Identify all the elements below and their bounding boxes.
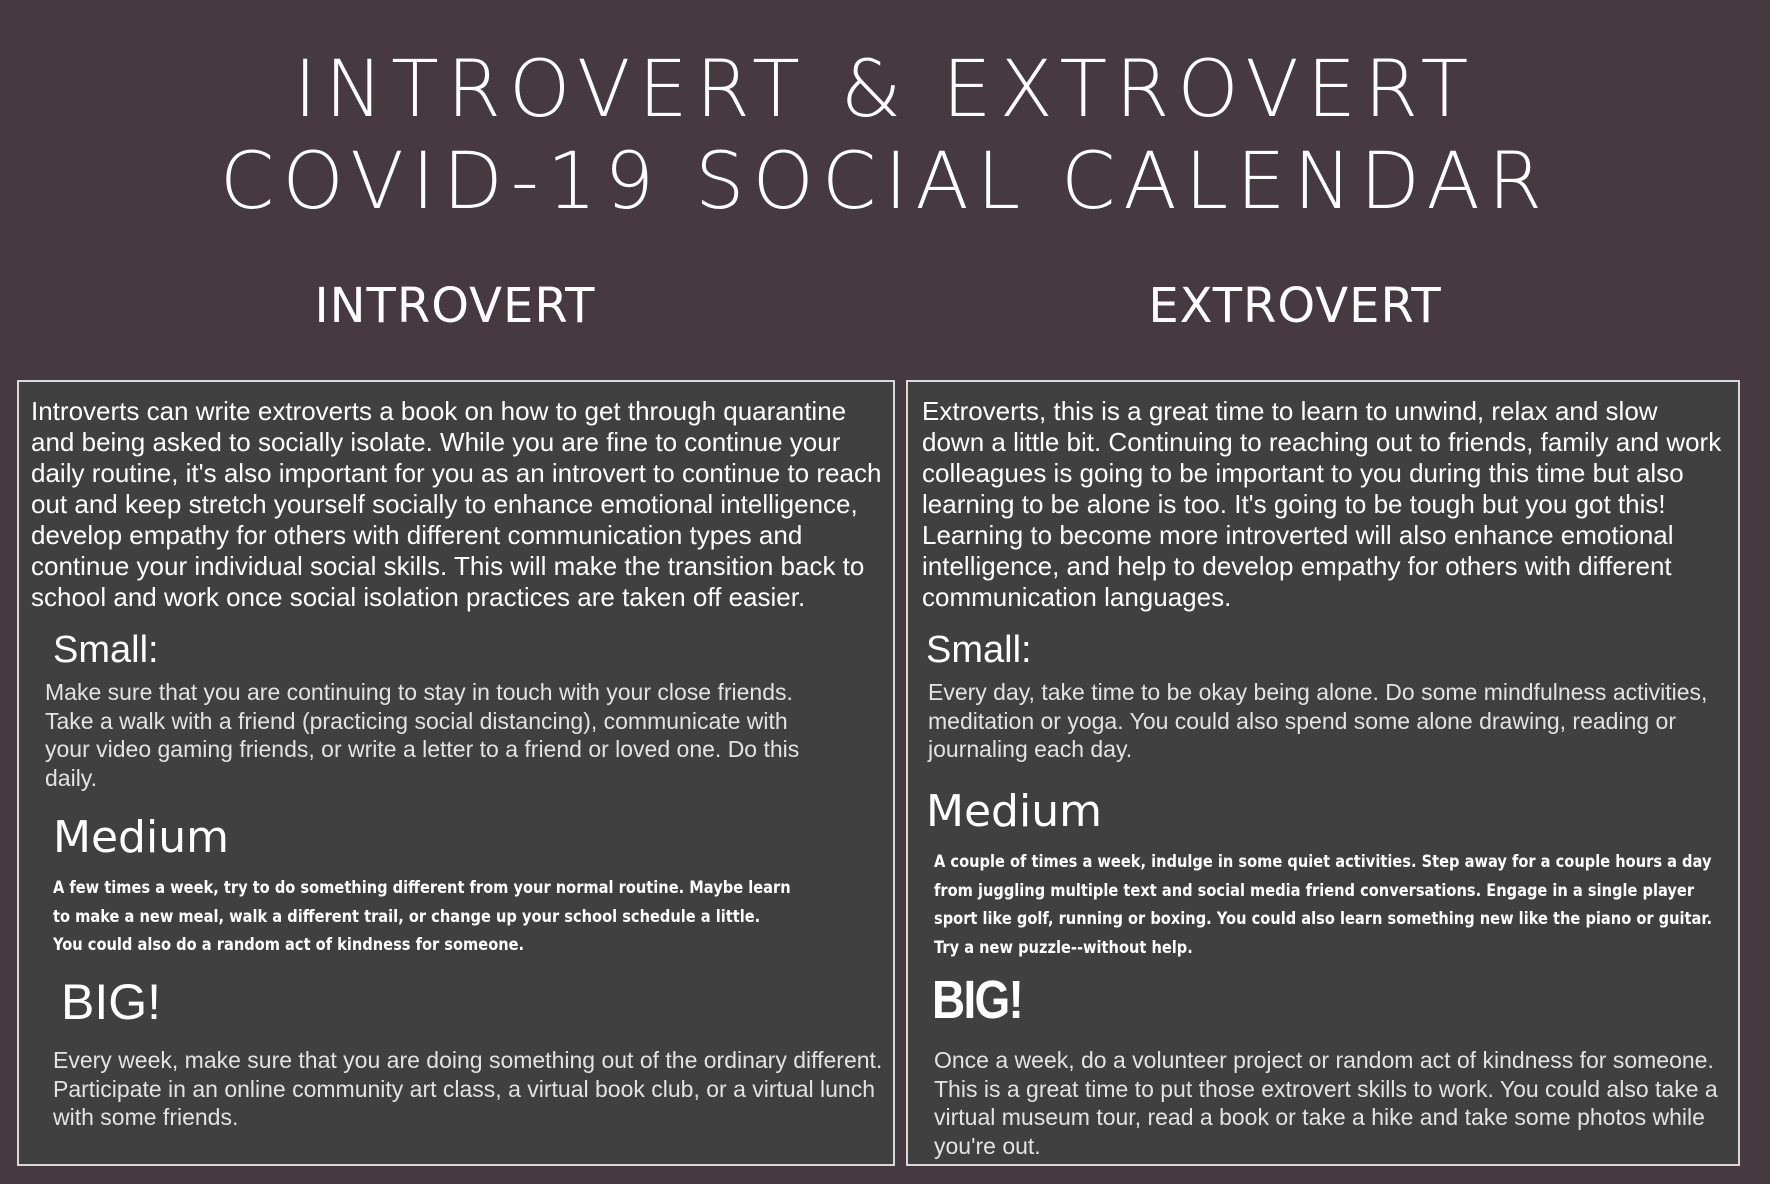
introvert-medium-label: Medium <box>53 812 229 863</box>
title-line-1: INTROVERT & EXTROVERT <box>293 45 1477 135</box>
extrovert-small-label: Small: <box>926 629 1032 671</box>
extrovert-small-text: Every day, take time to be okay being alone. Do some mindfulness activities, meditation or yoga. You could also spend some alone drawing, reading or journaling each day. <box>928 679 1708 762</box>
extrovert-medium-label: Medium <box>926 786 1102 837</box>
introvert-intro-text: Introverts can write extroverts a book on how to get through quarantine and being asked to socially isolate. While you are fine to continue your daily routine, it's also important for you as an introvert to continue to reach out and keep stretch yourself socially to enhance emotional intelligence, develop empathy for others with different communication types and continue your individual social skills. This will make the transition back to school and work once social isolation practices are taken off easier. <box>31 396 882 612</box>
title-line-2: COVID-19 SOCIAL CALENDAR <box>219 137 1551 227</box>
extrovert-big-text: Once a week, do a volunteer project or random act of kindness for someone. This is a great time to put those extrovert skills to work. You could also take a virtual museum tour, read a book or take a hike and take some photos while you're out. <box>934 1047 1718 1159</box>
extrovert-intro-text: Extroverts, this is a great time to learn to unwind, relax and slow down a little bit. Continuing to reaching out to friends, family and work colleagues is going to be important to you during this time but also learning to be alone is too. It's going to be tough but you got this! Learning to become more introverted will also enhance emotional intelligence, and help to develop empathy for others with different communication languages. <box>922 396 1722 612</box>
page-title <box>0 44 1770 228</box>
introvert-heading: INTROVERT <box>314 278 596 334</box>
introvert-small-text: Make sure that you are continuing to stay in touch with your close friends. Take a walk with a friend (practicing social distancing), communicate with your video gaming friends, or write a letter to a friend or loved one. Do this daily. <box>45 679 800 791</box>
extrovert-big-label: BIG! <box>932 970 1023 1030</box>
introvert-small-label: Small: <box>53 629 159 671</box>
introvert-big-text: Every week, make sure that you are doing something out of the ordinary different. Participate in an online community art class, a virtual book club, or a virtual lunch with some friends. <box>53 1047 883 1130</box>
introvert-panel <box>17 380 895 1166</box>
extrovert-heading: EXTROVERT <box>1148 278 1442 334</box>
introvert-medium-text: A few times a week, try to do something different from your normal routine. Maybe learn to make a new meal, walk a different trail, or change up your school schedule a little. You could also do a random act of kindness for someone. <box>53 878 791 955</box>
extrovert-medium-text: A couple of times a week, indulge in some quiet activities. Step away for a couple hours a day from juggling multiple text and social media friend conversations. Engage in a single player sport like golf, running or boxing. You could also learn something new like the piano or guitar. Try a new puzzle--without help. <box>934 852 1713 958</box>
introvert-big-label: BIG! <box>61 974 162 1030</box>
extrovert-panel <box>906 380 1740 1166</box>
